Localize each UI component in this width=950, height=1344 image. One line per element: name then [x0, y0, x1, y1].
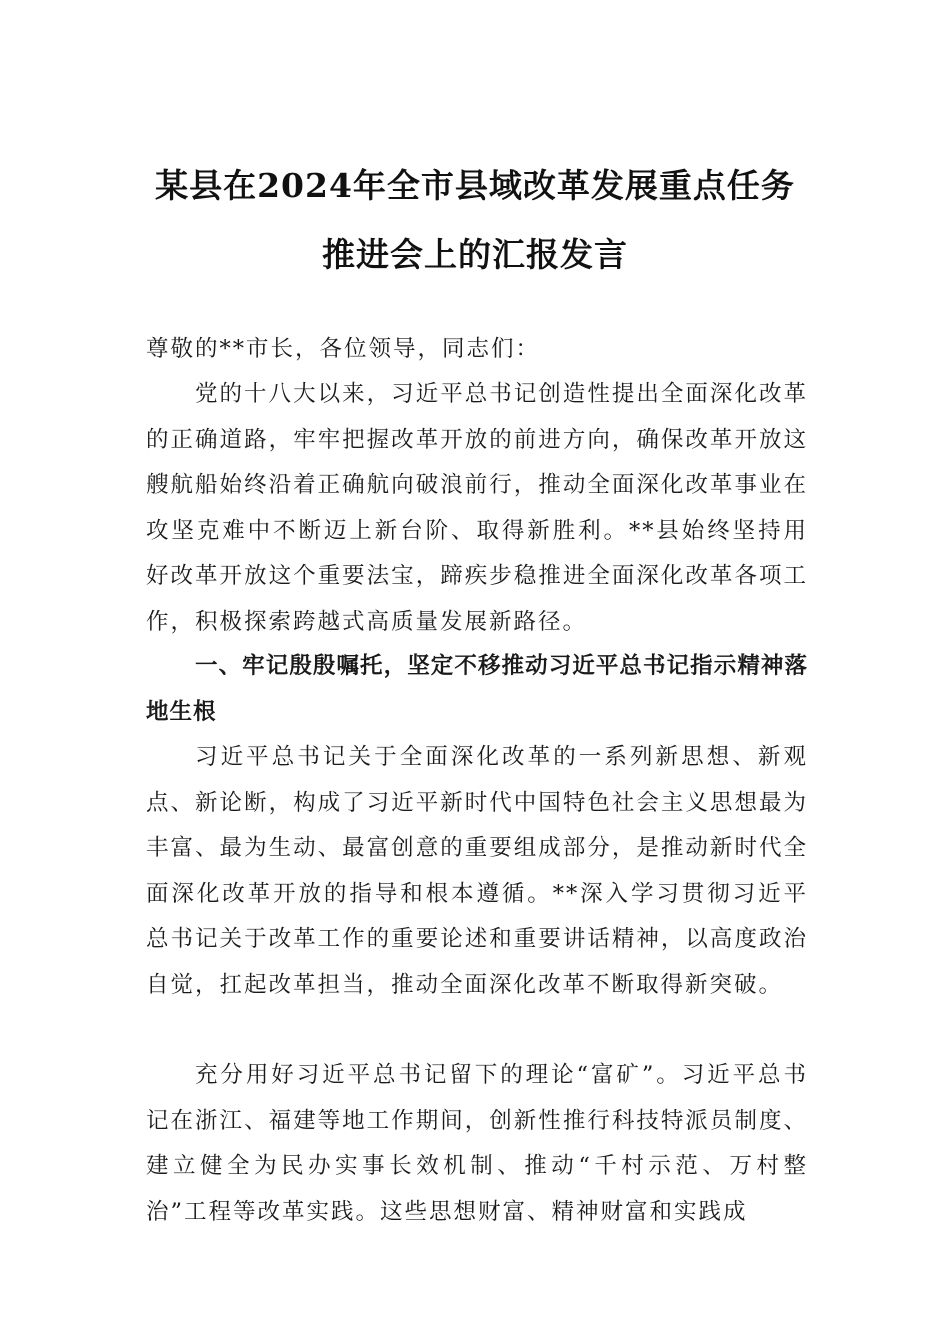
greeting: 尊敬的**市长，各位领导，同志们：	[146, 336, 541, 362]
document-title-line-1: 某县在2024年全市县域改革发展重点任务	[155, 166, 795, 205]
paragraph-section-1: 习近平总书记关于全面深化改革的一系列新思想、新观点、新论断，构成了习近平新时代中国特色社会主义思想最为丰富、最为生动、最富创意的重要组成部分，是推动新时代全面深化改革开放的指导和根本遵循。**深入学习贯彻习近平总书记关于改革工作的重要论述和重要讲话精神，以高度政治自觉，扛起改革担当，推动全面深化改革不断取得新突破。	[146, 744, 808, 998]
section-heading-1: 一、牢记殷殷嘱托，坚定不移推动习近平总书记指示精神落地生根	[146, 653, 808, 725]
paragraph-intro: 党的十八大以来，习近平总书记创造性提出全面深化改革的正确道路，牢牢把握改革开放的前进方向，确保改革开放这艘航船始终沿着正确航向破浪前行，推动全面深化改革事业在攻坚克难中不断迈上新台阶、取得新胜利。**县始终坚持用好改革开放这个重要法宝，蹄疾步稳推进全面深化改革各项工作，积极探索跨越式高质量发展新路径。	[146, 381, 808, 635]
document-title-line-2: 推进会上的汇报发言	[322, 235, 628, 274]
paragraph-theory: 充分用好习近平总书记留下的理论“富矿”。习近平总书记在浙江、福建等地工作期间，创新性推行科技特派员制度、建立健全为民办实事长效机制、推动“千村示范、万村整治”工程等改革实践。这些思想财富、精神财富和实践成	[146, 1062, 808, 1225]
